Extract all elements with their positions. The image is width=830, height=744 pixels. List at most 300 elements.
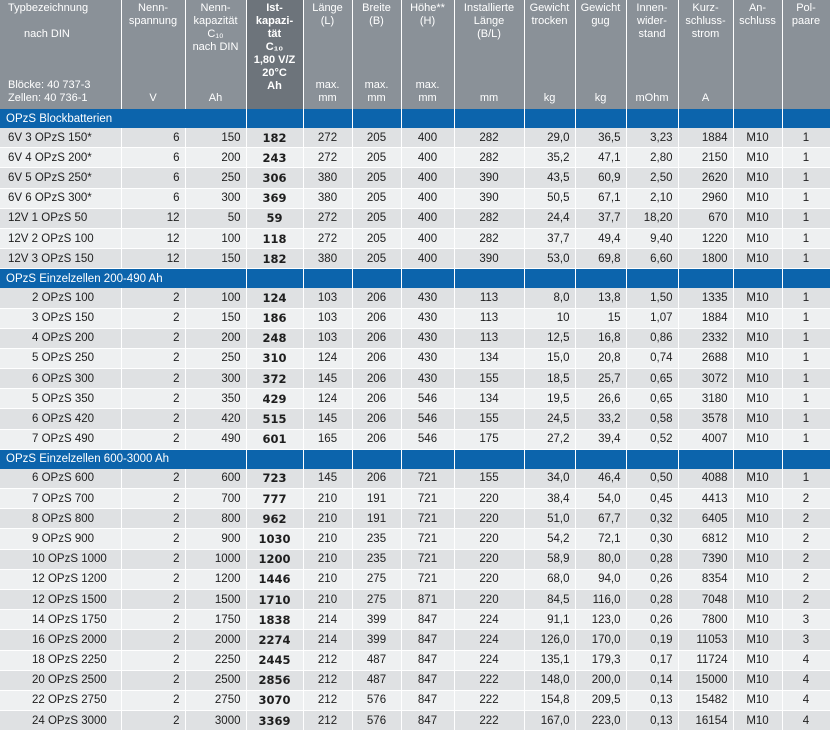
cell-polpaare: 1 [782, 308, 830, 328]
cell-gewicht-trocken: 167,0 [524, 711, 575, 731]
cell-hoehe: 400 [401, 228, 454, 248]
cell-innenwiderstand: 0,58 [626, 409, 678, 429]
header-text: schluss [739, 15, 776, 27]
cell-hoehe: 400 [401, 148, 454, 168]
cell-nennkapazitaet: 2500 [185, 670, 246, 690]
cell-nennspannung: 2 [121, 469, 185, 489]
cell-gewicht-trocken: 53,0 [524, 249, 575, 269]
cell-polpaare: 1 [782, 288, 830, 308]
cell-anschluss: M10 [733, 529, 782, 549]
cell-kurzschlussstrom: 670 [678, 208, 733, 228]
table-row [0, 529, 830, 549]
cell-gewicht-gug: 223,0 [575, 711, 626, 731]
cell-installierte-laenge: 390 [454, 168, 524, 188]
cell-polpaare: 4 [782, 711, 830, 731]
cell-nennspannung: 2 [121, 711, 185, 731]
section-filler-cell [626, 449, 678, 469]
cell-hoehe: 721 [401, 549, 454, 569]
cell-polpaare: 2 [782, 569, 830, 589]
cell-laenge: 165 [303, 429, 352, 449]
cell-anschluss: M10 [733, 228, 782, 248]
header-text: Ist- [266, 2, 283, 14]
cell-type: 16 OPzS 2000 [0, 630, 121, 650]
cell-gewicht-gug: 170,0 [575, 630, 626, 650]
cell-type: 12V 3 OPzS 150 [0, 249, 121, 269]
cell-type: 2 OPzS 100 [0, 288, 121, 308]
header-laenge [303, 0, 352, 109]
cell-installierte-laenge: 220 [454, 489, 524, 509]
header-text: kapazi- [255, 15, 294, 27]
cell-nennkapazitaet: 100 [185, 228, 246, 248]
cell-istkapazitaet: 429 [246, 389, 303, 409]
cell-innenwiderstand: 2,80 [626, 148, 678, 168]
cell-nennkapazitaet: 2750 [185, 690, 246, 710]
cell-type: 14 OPzS 1750 [0, 610, 121, 630]
cell-kurzschlussstrom: 2150 [678, 148, 733, 168]
cell-hoehe: 871 [401, 589, 454, 609]
cell-nennkapazitaet: 600 [185, 469, 246, 489]
cell-nennkapazitaet: 900 [185, 529, 246, 549]
header-type-line1: Typbezeichnung [8, 2, 89, 14]
table-row [0, 148, 830, 168]
cell-istkapazitaet: 182 [246, 249, 303, 269]
cell-nennspannung: 2 [121, 369, 185, 389]
cell-installierte-laenge: 222 [454, 690, 524, 710]
cell-istkapazitaet: 182 [246, 128, 303, 148]
section-filler-cell [626, 109, 678, 128]
cell-innenwiderstand: 0,86 [626, 328, 678, 348]
header-text: Kurz- [692, 2, 719, 14]
cell-innenwiderstand: 0,32 [626, 509, 678, 529]
cell-polpaare: 1 [782, 369, 830, 389]
table-row [0, 328, 830, 348]
header-unit: mOhm [635, 92, 669, 104]
section-filler-cell [454, 269, 524, 289]
header-text: kapazität [193, 15, 238, 27]
cell-gewicht-trocken: 18,5 [524, 369, 575, 389]
header-anschluss [733, 0, 782, 109]
cell-kurzschlussstrom: 3072 [678, 369, 733, 389]
header-type-line3: Blöcke: 40 737-3 [8, 79, 91, 91]
cell-gewicht-trocken: 34,0 [524, 469, 575, 489]
cell-nennspannung: 2 [121, 389, 185, 409]
cell-laenge: 214 [303, 610, 352, 630]
cell-nennspannung: 2 [121, 328, 185, 348]
table-row [0, 208, 830, 228]
cell-type: 6V 6 OPzS 300* [0, 188, 121, 208]
cell-anschluss: M10 [733, 168, 782, 188]
cell-gewicht-trocken: 84,5 [524, 589, 575, 609]
cell-gewicht-trocken: 54,2 [524, 529, 575, 549]
table-row [0, 389, 830, 409]
cell-nennspannung: 2 [121, 348, 185, 368]
header-istkapazitaet [246, 0, 303, 109]
cell-hoehe: 546 [401, 389, 454, 409]
cell-breite: 275 [352, 589, 401, 609]
cell-nennkapazitaet: 420 [185, 409, 246, 429]
cell-type: 7 OPzS 700 [0, 489, 121, 509]
section-filler-cell [303, 109, 352, 128]
cell-gewicht-gug: 123,0 [575, 610, 626, 630]
table-row [0, 569, 830, 589]
cell-nennspannung: 2 [121, 288, 185, 308]
cell-installierte-laenge: 390 [454, 188, 524, 208]
table-row [0, 369, 830, 389]
cell-breite: 206 [352, 469, 401, 489]
cell-istkapazitaet: 1200 [246, 549, 303, 569]
cell-innenwiderstand: 1,50 [626, 288, 678, 308]
cell-nennkapazitaet: 250 [185, 168, 246, 188]
cell-installierte-laenge: 224 [454, 630, 524, 650]
cell-innenwiderstand: 1,07 [626, 308, 678, 328]
cell-nennspannung: 2 [121, 489, 185, 509]
cell-gewicht-gug: 116,0 [575, 589, 626, 609]
header-kurzschlussstrom [678, 0, 733, 109]
header-text: Länge [473, 15, 505, 27]
cell-anschluss: M10 [733, 288, 782, 308]
table-row [0, 429, 830, 449]
cell-type: 18 OPzS 2250 [0, 650, 121, 670]
header-text: stand [638, 28, 666, 40]
header-text: trocken [531, 15, 568, 27]
cell-nennkapazitaet: 200 [185, 328, 246, 348]
cell-nennkapazitaet: 300 [185, 369, 246, 389]
cell-hoehe: 400 [401, 208, 454, 228]
section-filler-cell [626, 269, 678, 289]
cell-type: 6V 3 OPzS 150* [0, 128, 121, 148]
cell-kurzschlussstrom: 2620 [678, 168, 733, 188]
cell-type: 6V 4 OPzS 200* [0, 148, 121, 168]
cell-type: 12 OPzS 1200 [0, 569, 121, 589]
section-filler-cell [303, 449, 352, 469]
cell-gewicht-gug: 20,8 [575, 348, 626, 368]
cell-gewicht-gug: 37,7 [575, 208, 626, 228]
cell-installierte-laenge: 155 [454, 469, 524, 489]
cell-istkapazitaet: 3070 [246, 690, 303, 710]
table-row [0, 610, 830, 630]
table-row [0, 288, 830, 308]
cell-nennspannung: 2 [121, 630, 185, 650]
cell-breite: 206 [352, 308, 401, 328]
section-title: OPzS Einzelzellen 200-490 Ah [0, 269, 246, 289]
cell-laenge: 145 [303, 409, 352, 429]
cell-polpaare: 1 [782, 208, 830, 228]
table-row [0, 630, 830, 650]
cell-kurzschlussstrom: 15000 [678, 670, 733, 690]
cell-istkapazitaet: 3369 [246, 711, 303, 731]
cell-gewicht-gug: 72,1 [575, 529, 626, 549]
cell-kurzschlussstrom: 7800 [678, 610, 733, 630]
cell-breite: 191 [352, 489, 401, 509]
cell-kurzschlussstrom: 3578 [678, 409, 733, 429]
cell-polpaare: 1 [782, 469, 830, 489]
cell-istkapazitaet: 777 [246, 489, 303, 509]
cell-gewicht-trocken: 8,0 [524, 288, 575, 308]
cell-hoehe: 721 [401, 469, 454, 489]
cell-nennspannung: 6 [121, 148, 185, 168]
cell-kurzschlussstrom: 11724 [678, 650, 733, 670]
cell-polpaare: 1 [782, 148, 830, 168]
header-text: strom [691, 28, 720, 40]
cell-installierte-laenge: 222 [454, 711, 524, 731]
cell-hoehe: 847 [401, 630, 454, 650]
cell-nennspannung: 2 [121, 670, 185, 690]
header-text: Innen- [636, 2, 668, 14]
cell-laenge: 210 [303, 509, 352, 529]
section-filler-cell [246, 109, 303, 128]
cell-hoehe: 430 [401, 288, 454, 308]
cell-innenwiderstand: 18,20 [626, 208, 678, 228]
cell-gewicht-gug: 69,8 [575, 249, 626, 269]
header-gewicht-gug [575, 0, 626, 109]
cell-polpaare: 2 [782, 529, 830, 549]
cell-polpaare: 4 [782, 650, 830, 670]
header-text: C₁₀ [265, 41, 284, 53]
cell-hoehe: 400 [401, 188, 454, 208]
cell-innenwiderstand: 0,50 [626, 469, 678, 489]
cell-anschluss: M10 [733, 389, 782, 409]
header-installierte-laenge [454, 0, 524, 109]
table-row [0, 228, 830, 248]
section-filler-cell [524, 109, 575, 128]
cell-innenwiderstand: 0,45 [626, 489, 678, 509]
header-unit: mm [479, 92, 499, 104]
cell-nennspannung: 12 [121, 208, 185, 228]
cell-kurzschlussstrom: 1220 [678, 228, 733, 248]
cell-gewicht-trocken: 15,0 [524, 348, 575, 368]
cell-gewicht-trocken: 51,0 [524, 509, 575, 529]
cell-installierte-laenge: 113 [454, 328, 524, 348]
cell-polpaare: 3 [782, 610, 830, 630]
cell-anschluss: M10 [733, 589, 782, 609]
header-type-line4: Zellen: 40 736-1 [8, 92, 88, 104]
cell-type: 4 OPzS 200 [0, 328, 121, 348]
cell-laenge: 145 [303, 369, 352, 389]
cell-nennkapazitaet: 1000 [185, 549, 246, 569]
table-row [0, 690, 830, 710]
header-row [0, 0, 830, 109]
cell-breite: 576 [352, 711, 401, 731]
cell-breite: 206 [352, 429, 401, 449]
cell-gewicht-trocken: 24,4 [524, 208, 575, 228]
cell-laenge: 212 [303, 690, 352, 710]
cell-installierte-laenge: 282 [454, 148, 524, 168]
section-filler-cell [575, 109, 626, 128]
cell-gewicht-gug: 54,0 [575, 489, 626, 509]
cell-nennspannung: 2 [121, 610, 185, 630]
cell-kurzschlussstrom: 11053 [678, 630, 733, 650]
cell-kurzschlussstrom: 4088 [678, 469, 733, 489]
cell-type: 3 OPzS 150 [0, 308, 121, 328]
cell-istkapazitaet: 962 [246, 509, 303, 529]
cell-installierte-laenge: 282 [454, 228, 524, 248]
cell-anschluss: M10 [733, 409, 782, 429]
cell-hoehe: 721 [401, 569, 454, 589]
cell-polpaare: 2 [782, 489, 830, 509]
header-unit: kg [594, 92, 607, 104]
cell-innenwiderstand: 0,26 [626, 610, 678, 630]
cell-gewicht-trocken: 38,4 [524, 489, 575, 509]
cell-kurzschlussstrom: 7048 [678, 589, 733, 609]
section-title: OPzS Blockbatterien [0, 109, 246, 128]
cell-anschluss: M10 [733, 208, 782, 228]
cell-innenwiderstand: 6,60 [626, 249, 678, 269]
header-text: (H) [419, 15, 436, 27]
cell-anschluss: M10 [733, 469, 782, 489]
cell-anschluss: M10 [733, 489, 782, 509]
section-title: OPzS Einzelzellen 600-3000 Ah [0, 449, 246, 469]
cell-polpaare: 1 [782, 429, 830, 449]
cell-istkapazitaet: 2274 [246, 630, 303, 650]
cell-polpaare: 1 [782, 389, 830, 409]
header-text: Ah [267, 80, 282, 92]
section-filler-cell [678, 109, 733, 128]
cell-gewicht-gug: 25,7 [575, 369, 626, 389]
cell-anschluss: M10 [733, 249, 782, 269]
cell-anschluss: M10 [733, 610, 782, 630]
cell-gewicht-trocken: 154,8 [524, 690, 575, 710]
cell-polpaare: 1 [782, 228, 830, 248]
section-filler-cell [401, 269, 454, 289]
section-filler-cell [401, 109, 454, 128]
cell-laenge: 210 [303, 569, 352, 589]
cell-polpaare: 2 [782, 549, 830, 569]
cell-gewicht-trocken: 91,1 [524, 610, 575, 630]
header-innenwiderstand [626, 0, 678, 109]
cell-installierte-laenge: 220 [454, 549, 524, 569]
cell-polpaare: 1 [782, 188, 830, 208]
cell-nennkapazitaet: 490 [185, 429, 246, 449]
cell-innenwiderstand: 0,17 [626, 650, 678, 670]
header-text: wider- [637, 15, 667, 27]
cell-hoehe: 847 [401, 690, 454, 710]
cell-laenge: 124 [303, 348, 352, 368]
cell-gewicht-trocken: 58,9 [524, 549, 575, 569]
cell-hoehe: 430 [401, 369, 454, 389]
table-row [0, 128, 830, 148]
cell-nennspannung: 2 [121, 549, 185, 569]
cell-gewicht-trocken: 35,2 [524, 148, 575, 168]
cell-innenwiderstand: 0,28 [626, 549, 678, 569]
cell-kurzschlussstrom: 1800 [678, 249, 733, 269]
cell-breite: 576 [352, 690, 401, 710]
cell-installierte-laenge: 155 [454, 369, 524, 389]
section-filler-cell [782, 269, 830, 289]
cell-gewicht-trocken: 19,5 [524, 389, 575, 409]
cell-kurzschlussstrom: 16154 [678, 711, 733, 731]
table-row [0, 188, 830, 208]
cell-gewicht-gug: 200,0 [575, 670, 626, 690]
cell-nennkapazitaet: 150 [185, 249, 246, 269]
header-text: paare [791, 15, 821, 27]
cell-istkapazitaet: 601 [246, 429, 303, 449]
header-unit: max. [364, 79, 389, 91]
cell-installierte-laenge: 175 [454, 429, 524, 449]
cell-type: 12V 2 OPzS 100 [0, 228, 121, 248]
cell-gewicht-gug: 33,2 [575, 409, 626, 429]
cell-innenwiderstand: 0,28 [626, 589, 678, 609]
cell-breite: 205 [352, 188, 401, 208]
header-text: Installierte [463, 2, 515, 14]
header-unit: max. [415, 79, 440, 91]
cell-type: 5 OPzS 350 [0, 389, 121, 409]
cell-gewicht-gug: 67,7 [575, 509, 626, 529]
cell-hoehe: 847 [401, 670, 454, 690]
cell-laenge: 380 [303, 188, 352, 208]
cell-kurzschlussstrom: 6405 [678, 509, 733, 529]
cell-type: 12V 1 OPzS 50 [0, 208, 121, 228]
cell-type: 6 OPzS 600 [0, 469, 121, 489]
cell-breite: 206 [352, 389, 401, 409]
cell-laenge: 210 [303, 589, 352, 609]
section-filler-cell [575, 269, 626, 289]
cell-type: 5 OPzS 250 [0, 348, 121, 368]
cell-installierte-laenge: 220 [454, 529, 524, 549]
cell-breite: 205 [352, 208, 401, 228]
cell-anschluss: M10 [733, 711, 782, 731]
header-unit: mm [367, 92, 386, 104]
cell-anschluss: M10 [733, 650, 782, 670]
header-text: (B/L) [477, 28, 501, 40]
section-header-row [0, 449, 830, 469]
cell-breite: 205 [352, 128, 401, 148]
cell-nennkapazitaet: 250 [185, 348, 246, 368]
cell-installierte-laenge: 282 [454, 208, 524, 228]
cell-gewicht-gug: 26,6 [575, 389, 626, 409]
cell-hoehe: 400 [401, 249, 454, 269]
header-text: 1,80 V/Z [253, 54, 296, 66]
table-row [0, 249, 830, 269]
cell-nennspannung: 6 [121, 128, 185, 148]
cell-nennkapazitaet: 1200 [185, 569, 246, 589]
cell-nennspannung: 2 [121, 589, 185, 609]
cell-innenwiderstand: 0,26 [626, 569, 678, 589]
cell-installierte-laenge: 224 [454, 610, 524, 630]
cell-anschluss: M10 [733, 690, 782, 710]
cell-gewicht-trocken: 27,2 [524, 429, 575, 449]
cell-type: 10 OPzS 1000 [0, 549, 121, 569]
header-text: Nenn- [200, 2, 231, 14]
cell-hoehe: 400 [401, 168, 454, 188]
header-text: An- [748, 2, 767, 14]
cell-breite: 191 [352, 509, 401, 529]
cell-installierte-laenge: 282 [454, 128, 524, 148]
cell-nennspannung: 2 [121, 529, 185, 549]
cell-innenwiderstand: 2,10 [626, 188, 678, 208]
section-filler-cell [246, 269, 303, 289]
section-filler-cell [678, 449, 733, 469]
cell-innenwiderstand: 0,52 [626, 429, 678, 449]
cell-nennkapazitaet: 2250 [185, 650, 246, 670]
section-header-row [0, 269, 830, 289]
header-unit: mm [318, 92, 337, 104]
cell-nennkapazitaet: 50 [185, 208, 246, 228]
cell-anschluss: M10 [733, 128, 782, 148]
cell-laenge: 103 [303, 288, 352, 308]
cell-breite: 206 [352, 288, 401, 308]
cell-anschluss: M10 [733, 569, 782, 589]
cell-nennkapazitaet: 150 [185, 308, 246, 328]
header-text: nach DIN [192, 41, 239, 53]
table-row [0, 711, 830, 731]
cell-innenwiderstand: 0,65 [626, 369, 678, 389]
cell-gewicht-gug: 49,4 [575, 228, 626, 248]
table-row [0, 308, 830, 328]
cell-nennkapazitaet: 350 [185, 389, 246, 409]
cell-kurzschlussstrom: 8354 [678, 569, 733, 589]
cell-kurzschlussstrom: 4007 [678, 429, 733, 449]
cell-gewicht-trocken: 135,1 [524, 650, 575, 670]
